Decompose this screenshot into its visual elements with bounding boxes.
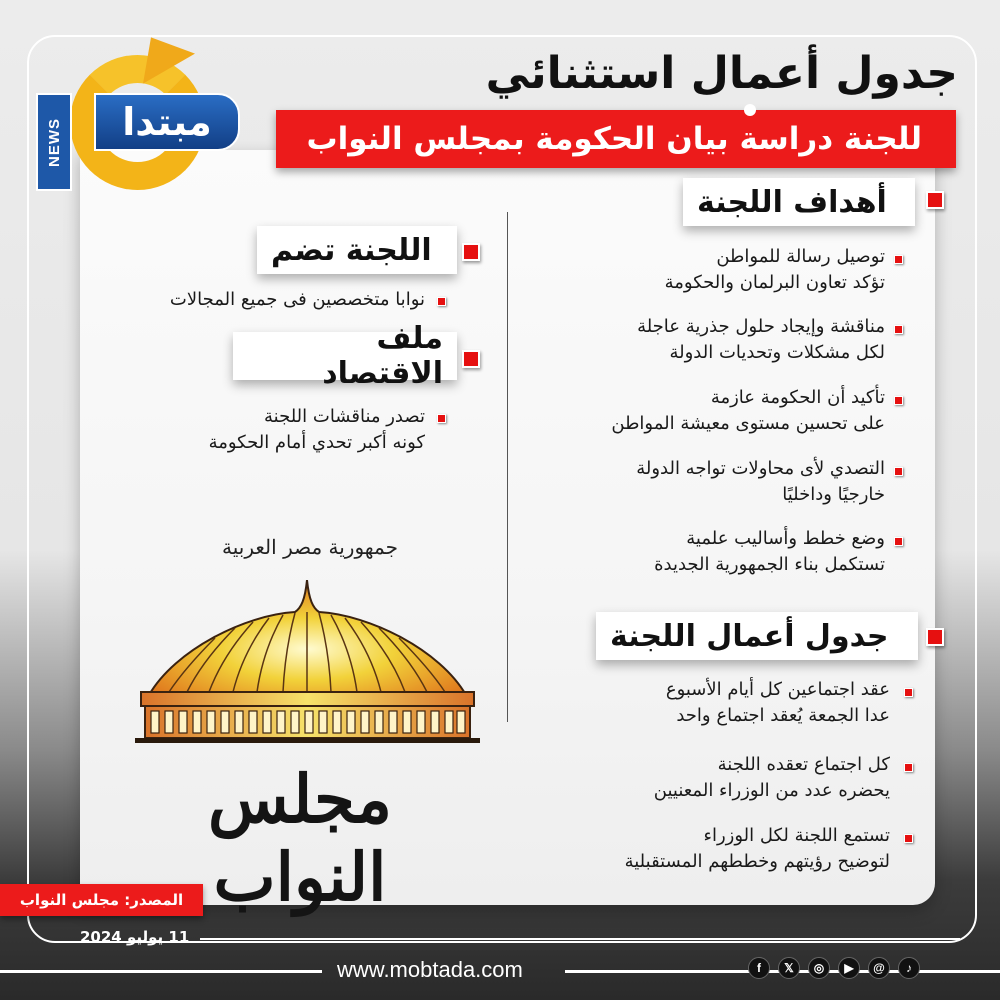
agenda-item-2: كل اجتماع تعقده اللجنة يحضره عدد من الوزراء المعنيين [653, 754, 890, 801]
facebook-icon[interactable]: f [748, 957, 770, 979]
parliament-dome-icon [135, 580, 480, 750]
social-links [748, 957, 920, 979]
bullet-square-icon [437, 297, 446, 306]
logo-news-label: NEWS [36, 93, 72, 191]
source-label: المصدر: مجلس النواب [0, 884, 203, 916]
publish-date: 11 يوليو 2024 [80, 928, 190, 946]
parliament-calligraphy: مجلس النواب [208, 760, 392, 916]
website-link[interactable]: www.mobtada.com [337, 957, 523, 982]
members-heading-square-icon [462, 243, 480, 261]
x-twitter-icon[interactable]: 𝕏 [778, 957, 800, 979]
agenda-item-1: عقد اجتماعين كل أيام الأسبوع عدا الجمعة يُعقد اجتماع واحد [665, 679, 890, 726]
goal-item-1: توصيل رسالة للمواطن تؤكد تعاون البرلمان والحكومة [664, 246, 885, 293]
bullet-square-icon [894, 467, 903, 476]
goal-item-3: تأكيد أن الحكومة عازمة على تحسين مستوى معيشة المواطن [611, 387, 885, 434]
members-item-1: نوابا متخصصين فى جميع المجالات [169, 289, 425, 310]
date-rule [200, 938, 960, 940]
bullet-square-icon [894, 325, 903, 334]
mobtada-logo[interactable] [36, 35, 246, 185]
bullet-square-icon [894, 396, 903, 405]
tiktok-icon[interactable]: ♪ [898, 957, 920, 979]
economy-item-1: تصدر مناقشات اللجنة كونه أكبر تحدي أمام الحكومة [208, 406, 425, 453]
goals-heading: أهداف اللجنة [683, 178, 915, 226]
page-subtitle: للجنة دراسة بيان الحكومة بمجلس النواب [306, 121, 922, 157]
bullet-square-icon [904, 834, 913, 843]
goal-item-4: التصدي لأى محاولات تواجه الدولة خارجيًا وداخليًا [636, 458, 885, 505]
bullet-square-icon [437, 414, 446, 423]
goal-item-5: وضع خطط وأساليب علمية تستكمل بناء الجمهورية الجديدة [654, 528, 885, 575]
members-heading: اللجنة تضم [257, 226, 457, 274]
economy-heading-square-icon [462, 350, 480, 368]
goal-item-2: مناقشة وإيجاد حلول جذرية عاجلة لكل مشكلات وتحديات الدولة [637, 316, 885, 363]
youtube-icon[interactable]: ▶ [838, 957, 860, 979]
footer-rule-left [0, 970, 322, 973]
bullet-square-icon [904, 688, 913, 697]
emblem-caption: جمهورية مصر العربية [222, 535, 398, 559]
bullet-square-icon [904, 763, 913, 772]
column-divider [507, 212, 508, 722]
agenda-heading: جدول أعمال اللجنة [596, 612, 918, 660]
bullet-square-icon [894, 255, 903, 264]
agenda-item-3: تستمع اللجنة لكل الوزراء لتوضيح رؤيتهم وخططهم المستقبلية [624, 825, 890, 872]
bullet-square-icon [894, 537, 903, 546]
threads-icon[interactable]: @ [868, 957, 890, 979]
instagram-icon[interactable]: ◎ [808, 957, 830, 979]
logo-wordmark: مبتدا [94, 93, 240, 151]
subtitle-banner [276, 110, 956, 168]
agenda-heading-square-icon [926, 628, 944, 646]
banner-dot [744, 104, 756, 116]
page-title: جدول أعمال استثنائي [485, 48, 958, 99]
goals-heading-square-icon [926, 191, 944, 209]
economy-heading: ملف الاقتصاد [233, 332, 457, 380]
